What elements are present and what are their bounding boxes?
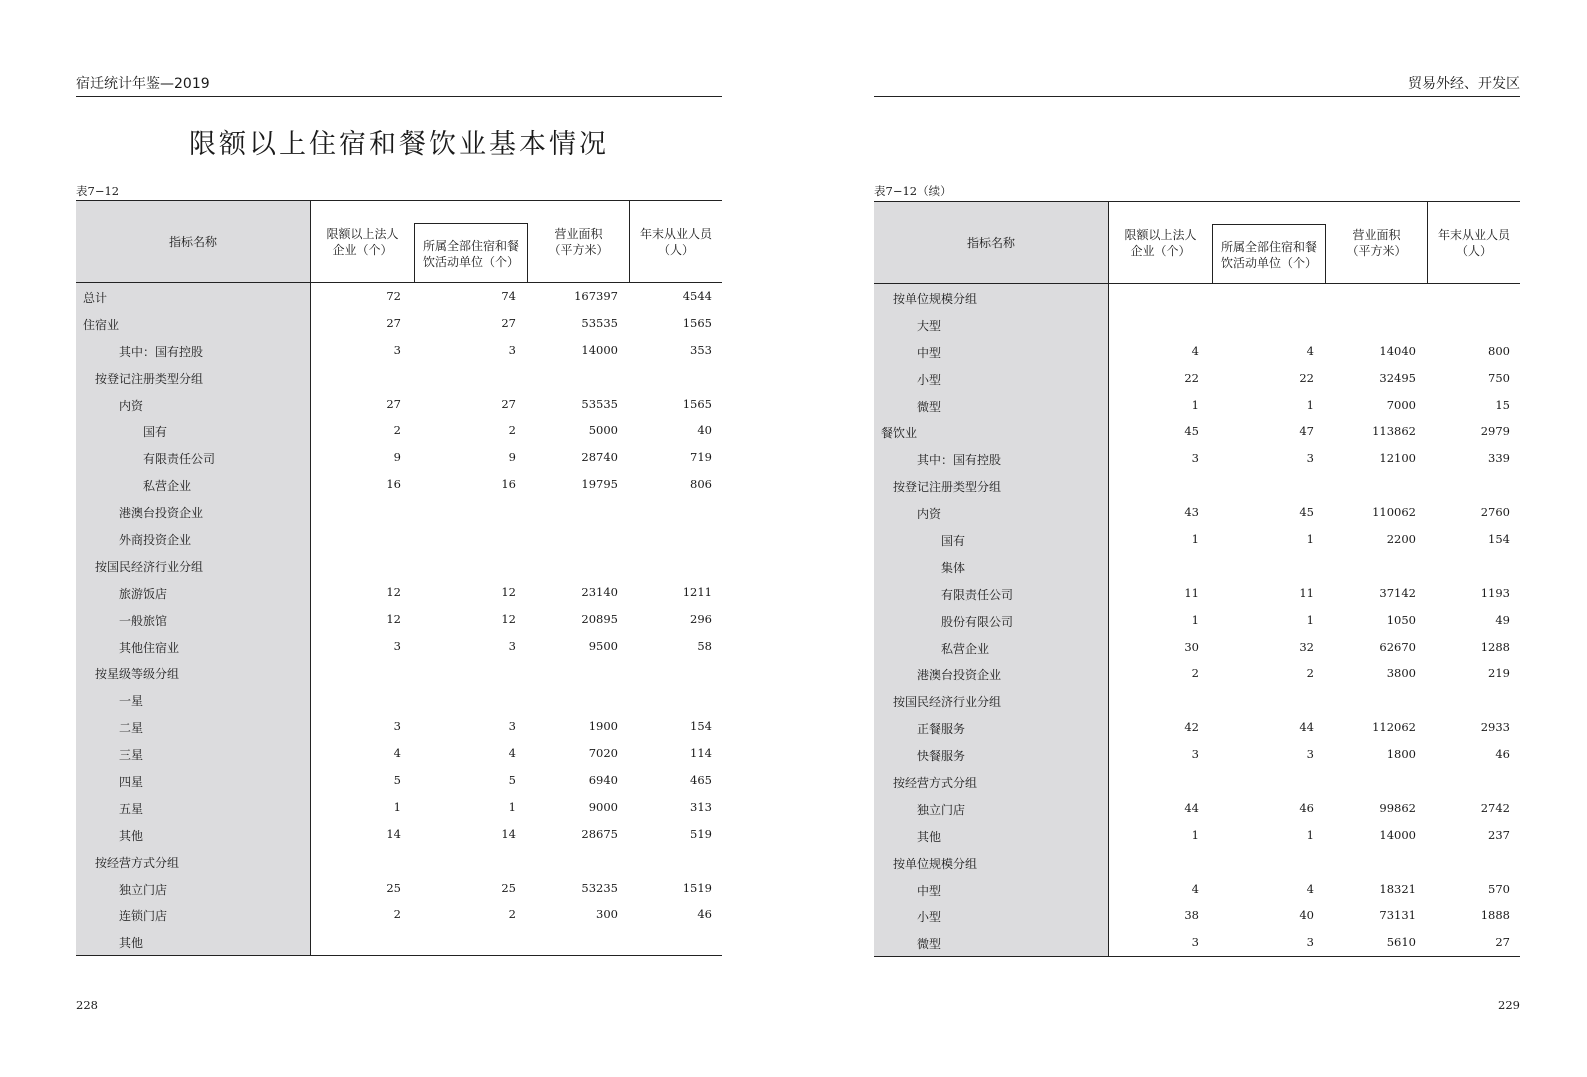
cell-area: 1800 xyxy=(1386,747,1416,762)
cell-area: 19795 xyxy=(581,477,618,492)
cell-employees: 570 xyxy=(1488,881,1510,896)
cell-enterprises: 45 xyxy=(1184,424,1199,439)
row-label: 内资 xyxy=(917,507,942,522)
row-label: 按经营方式分组 xyxy=(95,855,180,870)
table-row xyxy=(874,929,1520,956)
table-row xyxy=(874,553,1520,580)
cell-employees: 719 xyxy=(690,450,712,465)
header-employees xyxy=(1428,202,1520,283)
cell-enterprises: 42 xyxy=(1184,720,1199,735)
table-row xyxy=(76,633,722,660)
cell-area: 18321 xyxy=(1379,881,1416,896)
header-enterprises xyxy=(1109,202,1212,283)
table-row xyxy=(76,794,722,821)
cell-employees: 296 xyxy=(690,611,712,626)
table-row xyxy=(76,337,722,364)
cell-employees: 219 xyxy=(1488,666,1510,681)
cell-units: 4 xyxy=(1306,343,1314,358)
cell-employees: 2933 xyxy=(1480,720,1510,735)
table-row xyxy=(874,634,1520,661)
cell-units: 4 xyxy=(508,746,516,761)
row-label: 有限责任公司 xyxy=(941,587,1014,602)
cell-employees: 4544 xyxy=(682,289,712,303)
row-label: 其他 xyxy=(119,828,144,843)
cell-area: 5000 xyxy=(588,423,618,438)
table-row xyxy=(874,687,1520,714)
cell-employees: 46 xyxy=(1495,747,1510,762)
table-row xyxy=(874,526,1520,553)
cell-employees: 353 xyxy=(690,342,712,357)
cell-enterprises: 1 xyxy=(393,799,401,814)
row-label: 餐饮业 xyxy=(881,426,918,441)
cell-units: 3 xyxy=(508,638,516,653)
row-label: 一星 xyxy=(119,694,144,709)
table-row xyxy=(874,499,1520,526)
table-row xyxy=(76,579,722,606)
table-body-left xyxy=(76,283,722,955)
cell-area: 9500 xyxy=(588,638,618,653)
row-label: 集体 xyxy=(941,560,966,575)
table-header xyxy=(76,201,722,283)
row-label: 大型 xyxy=(917,318,942,333)
cell-enterprises: 14 xyxy=(386,826,401,841)
cell-employees: 750 xyxy=(1488,370,1510,385)
cell-enterprises: 3 xyxy=(1191,451,1199,466)
table-row xyxy=(874,849,1520,876)
cell-enterprises: 1 xyxy=(1191,612,1199,627)
cell-employees: 1211 xyxy=(682,584,712,599)
table-row xyxy=(874,768,1520,795)
header-name-text: 指标名称 xyxy=(966,235,1015,250)
row-label: 其他住宿业 xyxy=(119,640,180,655)
cell-enterprises: 3 xyxy=(393,638,401,653)
header-employees xyxy=(630,201,722,282)
table-row xyxy=(76,391,722,418)
cell-employees: 46 xyxy=(697,907,712,922)
cell-enterprises: 43 xyxy=(1184,505,1199,520)
running-head-left xyxy=(76,74,722,97)
cell-area: 5610 xyxy=(1386,935,1416,950)
table-body-right xyxy=(874,284,1520,956)
cell-enterprises: 4 xyxy=(393,746,401,761)
header-enterprises xyxy=(311,201,414,282)
cell-employees: 1193 xyxy=(1480,585,1510,600)
row-label: 五星 xyxy=(119,801,144,816)
table-header xyxy=(874,202,1520,284)
row-label: 其他 xyxy=(917,829,942,844)
cell-units: 4 xyxy=(1306,881,1314,896)
table-label-left: 表7−12 xyxy=(76,184,120,198)
cell-enterprises: 3 xyxy=(393,342,401,357)
header-units-text: 所属全部住宿和餐 饮活动单位（个） xyxy=(422,239,519,269)
cell-employees: 1288 xyxy=(1480,639,1510,654)
cell-area: 1050 xyxy=(1386,612,1416,627)
cell-enterprises: 25 xyxy=(386,880,401,895)
table-row xyxy=(76,659,722,686)
row-label: 中型 xyxy=(917,345,942,360)
page-number-left: 228 xyxy=(76,998,98,1012)
right-page xyxy=(874,0,1520,1077)
row-label: 微型 xyxy=(917,399,942,414)
table-row xyxy=(874,795,1520,822)
row-label: 私营企业 xyxy=(941,641,990,656)
row-label: 港澳台投资企业 xyxy=(119,506,204,521)
row-label: 小型 xyxy=(917,910,942,925)
cell-units: 14 xyxy=(501,826,516,841)
table-row xyxy=(76,283,722,310)
cell-area: 7020 xyxy=(588,746,618,761)
cell-area: 53535 xyxy=(581,396,618,411)
table-row xyxy=(76,875,722,902)
row-label: 独立门店 xyxy=(917,802,966,817)
cell-area: 2200 xyxy=(1386,532,1416,547)
table-row xyxy=(76,901,722,928)
cell-enterprises: 72 xyxy=(386,289,401,303)
table-row xyxy=(76,686,722,713)
cell-employees: 800 xyxy=(1488,343,1510,358)
cell-employees: 1888 xyxy=(1480,908,1510,923)
cell-area: 3800 xyxy=(1386,666,1416,681)
table-row xyxy=(76,471,722,498)
cell-units: 40 xyxy=(1299,908,1314,923)
row-label: 四星 xyxy=(119,775,144,790)
cell-employees: 114 xyxy=(690,746,712,761)
table-row xyxy=(874,580,1520,607)
cell-area: 7000 xyxy=(1386,397,1416,412)
header-name-text: 指标名称 xyxy=(168,234,217,249)
data-table-left xyxy=(76,200,722,956)
table-row xyxy=(76,821,722,848)
table-row xyxy=(874,392,1520,419)
cell-enterprises: 9 xyxy=(393,450,401,465)
cell-area: 12100 xyxy=(1379,451,1416,466)
cell-area: 23140 xyxy=(581,584,618,599)
cell-units: 1 xyxy=(508,799,516,814)
row-label: 中型 xyxy=(917,883,942,898)
cell-units: 44 xyxy=(1299,720,1314,735)
cell-area: 73131 xyxy=(1379,908,1416,923)
cell-enterprises: 12 xyxy=(386,584,401,599)
cell-employees: 15 xyxy=(1495,397,1510,412)
cell-enterprises: 4 xyxy=(1191,881,1199,896)
table-row xyxy=(874,607,1520,634)
row-label: 快餐服务 xyxy=(917,749,966,764)
header-name xyxy=(874,202,1109,283)
cell-enterprises: 3 xyxy=(1191,935,1199,950)
cell-employees: 27 xyxy=(1495,935,1510,950)
cell-units: 3 xyxy=(1306,747,1314,762)
cell-area: 112062 xyxy=(1372,720,1416,735)
row-label: 其他 xyxy=(119,936,144,951)
cell-employees: 58 xyxy=(697,638,712,653)
table-row xyxy=(874,284,1520,311)
cell-employees: 2742 xyxy=(1480,800,1510,815)
cell-enterprises: 3 xyxy=(393,719,401,734)
row-label: 一般旅馆 xyxy=(119,613,168,628)
row-label: 独立门店 xyxy=(119,882,168,897)
table-row xyxy=(76,552,722,579)
table-row xyxy=(874,822,1520,849)
table-row xyxy=(76,928,722,955)
cell-units: 46 xyxy=(1299,800,1314,815)
table-row xyxy=(76,767,722,794)
cell-enterprises: 16 xyxy=(386,477,401,492)
cell-units: 27 xyxy=(501,315,516,330)
cell-enterprises: 22 xyxy=(1184,370,1199,385)
cell-units: 12 xyxy=(501,584,516,599)
table-row xyxy=(874,418,1520,445)
cell-employees: 40 xyxy=(697,423,712,438)
table-row xyxy=(76,310,722,337)
cell-area: 1900 xyxy=(588,719,618,734)
header-units-text: 所属全部住宿和餐 饮活动单位（个） xyxy=(1220,240,1317,270)
row-label: 按星级等级分组 xyxy=(95,667,180,682)
header-name xyxy=(76,201,311,282)
row-label: 按单位规模分组 xyxy=(893,292,978,306)
cell-units: 47 xyxy=(1299,424,1314,439)
cell-area: 167397 xyxy=(574,289,618,303)
cell-enterprises: 27 xyxy=(386,315,401,330)
row-label: 微型 xyxy=(917,937,942,952)
row-label: 股份有限公司 xyxy=(941,614,1014,629)
table-row xyxy=(76,740,722,767)
yearbook-title: 宿迁统计年鉴—2019 xyxy=(76,76,210,92)
cell-units: 74 xyxy=(501,289,516,303)
cell-area: 37142 xyxy=(1379,585,1416,600)
table-row xyxy=(76,417,722,444)
cell-area: 113862 xyxy=(1372,424,1416,439)
row-label: 按登记注册类型分组 xyxy=(893,480,1002,495)
row-label: 国有 xyxy=(941,534,966,549)
row-label: 总计 xyxy=(83,291,108,305)
cell-enterprises: 5 xyxy=(393,773,401,788)
cell-employees: 154 xyxy=(690,719,712,734)
cell-employees: 1519 xyxy=(682,880,712,895)
cell-units: 45 xyxy=(1299,505,1314,520)
table-row xyxy=(874,338,1520,365)
cell-employees: 1565 xyxy=(682,315,712,330)
cell-enterprises: 44 xyxy=(1184,800,1199,815)
cell-employees: 465 xyxy=(690,773,712,788)
row-label: 按国民经济行业分组 xyxy=(893,695,1002,710)
running-head-right xyxy=(874,74,1520,97)
row-label: 按登记注册类型分组 xyxy=(95,371,204,386)
left-page xyxy=(76,0,722,1077)
cell-area: 28740 xyxy=(581,450,618,465)
cell-employees: 2979 xyxy=(1480,424,1510,439)
cell-enterprises: 3 xyxy=(1191,747,1199,762)
cell-area: 6940 xyxy=(588,773,618,788)
row-label: 小型 xyxy=(917,372,942,387)
section-title: 贸易外经、开发区 xyxy=(1408,76,1520,92)
table-row xyxy=(76,444,722,471)
cell-enterprises: 1 xyxy=(1191,532,1199,547)
header-area xyxy=(528,201,630,282)
cell-area: 20895 xyxy=(581,611,618,626)
page-number-right: 229 xyxy=(1498,998,1520,1012)
cell-employees: 313 xyxy=(690,799,712,814)
cell-area: 300 xyxy=(596,907,618,922)
row-label: 其中：国有控股 xyxy=(917,453,1002,468)
cell-employees: 519 xyxy=(690,826,712,841)
cell-units: 12 xyxy=(501,611,516,626)
cell-enterprises: 12 xyxy=(386,611,401,626)
cell-employees: 806 xyxy=(690,477,712,492)
cell-units: 5 xyxy=(508,773,516,788)
cell-employees: 2760 xyxy=(1480,505,1510,520)
cell-area: 32495 xyxy=(1379,370,1416,385)
row-label: 按经营方式分组 xyxy=(893,776,978,791)
cell-units: 2 xyxy=(508,423,516,438)
cell-enterprises: 27 xyxy=(386,396,401,411)
table-row xyxy=(874,660,1520,687)
row-label: 按国民经济行业分组 xyxy=(95,559,204,574)
row-label: 内资 xyxy=(119,398,144,413)
cell-units: 11 xyxy=(1299,585,1314,600)
cell-units: 25 xyxy=(501,880,516,895)
cell-units: 9 xyxy=(508,450,516,465)
row-label: 按单位规模分组 xyxy=(893,856,978,871)
cell-enterprises: 1 xyxy=(1191,827,1199,842)
table-row xyxy=(874,365,1520,392)
cell-units: 1 xyxy=(1306,397,1314,412)
table-row xyxy=(874,876,1520,903)
cell-units: 16 xyxy=(501,477,516,492)
header-units xyxy=(414,223,528,282)
table-row xyxy=(76,848,722,875)
table-row xyxy=(76,606,722,633)
cell-employees: 237 xyxy=(1488,827,1510,842)
cell-enterprises: 2 xyxy=(1191,666,1199,681)
table-row xyxy=(874,714,1520,741)
table-row xyxy=(874,741,1520,768)
cell-area: 14040 xyxy=(1379,343,1416,358)
row-label: 外商投资企业 xyxy=(119,533,192,548)
cell-area: 53535 xyxy=(581,315,618,330)
cell-units: 1 xyxy=(1306,827,1314,842)
cell-area: 110062 xyxy=(1372,505,1416,520)
header-area-text: 营业面积 （平方米） xyxy=(548,226,609,257)
header-employees-text: 年末从业人员 （人） xyxy=(1437,227,1510,258)
cell-units: 3 xyxy=(1306,935,1314,950)
cell-units: 1 xyxy=(1306,612,1314,627)
cell-employees: 154 xyxy=(1488,532,1510,547)
row-label: 有限责任公司 xyxy=(143,452,216,467)
cell-units: 3 xyxy=(1306,451,1314,466)
row-label: 国有 xyxy=(143,425,168,440)
row-label: 正餐服务 xyxy=(917,722,966,737)
cell-area: 99862 xyxy=(1379,800,1416,815)
cell-enterprises: 2 xyxy=(393,423,401,438)
cell-enterprises: 38 xyxy=(1184,908,1199,923)
cell-units: 2 xyxy=(508,907,516,922)
row-label: 旅游饭店 xyxy=(119,586,168,601)
cell-area: 53235 xyxy=(581,880,618,895)
row-label: 港澳台投资企业 xyxy=(917,668,1002,683)
row-label: 私营企业 xyxy=(143,479,192,494)
row-label: 三星 xyxy=(119,748,144,763)
cell-enterprises: 11 xyxy=(1184,585,1199,600)
cell-enterprises: 4 xyxy=(1191,343,1199,358)
row-label: 住宿业 xyxy=(83,317,120,332)
header-units xyxy=(1212,224,1326,283)
cell-employees: 49 xyxy=(1495,612,1510,627)
header-enterprises-text: 限额以上法人 企业（个） xyxy=(1124,227,1197,258)
row-label: 二星 xyxy=(119,721,144,736)
cell-units: 2 xyxy=(1306,666,1314,681)
data-table-right xyxy=(874,201,1520,957)
cell-units: 3 xyxy=(508,719,516,734)
table-label-right: 表7−12（续） xyxy=(874,184,952,198)
header-area-text: 营业面积 （平方米） xyxy=(1346,227,1407,258)
table-row xyxy=(874,445,1520,472)
cell-units: 32 xyxy=(1299,639,1314,654)
table-row xyxy=(874,902,1520,929)
table-row xyxy=(76,364,722,391)
cell-area: 62670 xyxy=(1379,639,1416,654)
table-row xyxy=(76,525,722,552)
cell-area: 28675 xyxy=(581,826,618,841)
cell-area: 9000 xyxy=(588,799,618,814)
cell-enterprises: 1 xyxy=(1191,397,1199,412)
row-label: 其中：国有控股 xyxy=(119,344,204,359)
header-area xyxy=(1326,202,1428,283)
table-row xyxy=(874,472,1520,499)
cell-units: 3 xyxy=(508,342,516,357)
cell-units: 22 xyxy=(1299,370,1314,385)
table-row xyxy=(76,713,722,740)
cell-area: 14000 xyxy=(1379,827,1416,842)
page-title: 限额以上住宿和餐饮业基本情况 xyxy=(189,129,609,160)
row-label: 连锁门店 xyxy=(119,909,168,924)
cell-units: 1 xyxy=(1306,532,1314,547)
cell-employees: 339 xyxy=(1488,451,1510,466)
table-row xyxy=(76,498,722,525)
cell-enterprises: 30 xyxy=(1184,639,1199,654)
table-row xyxy=(874,311,1520,338)
cell-enterprises: 2 xyxy=(393,907,401,922)
cell-employees: 1565 xyxy=(682,396,712,411)
header-enterprises-text: 限额以上法人 企业（个） xyxy=(326,226,399,257)
cell-units: 27 xyxy=(501,396,516,411)
cell-area: 14000 xyxy=(581,342,618,357)
header-employees-text: 年末从业人员 （人） xyxy=(639,226,712,257)
